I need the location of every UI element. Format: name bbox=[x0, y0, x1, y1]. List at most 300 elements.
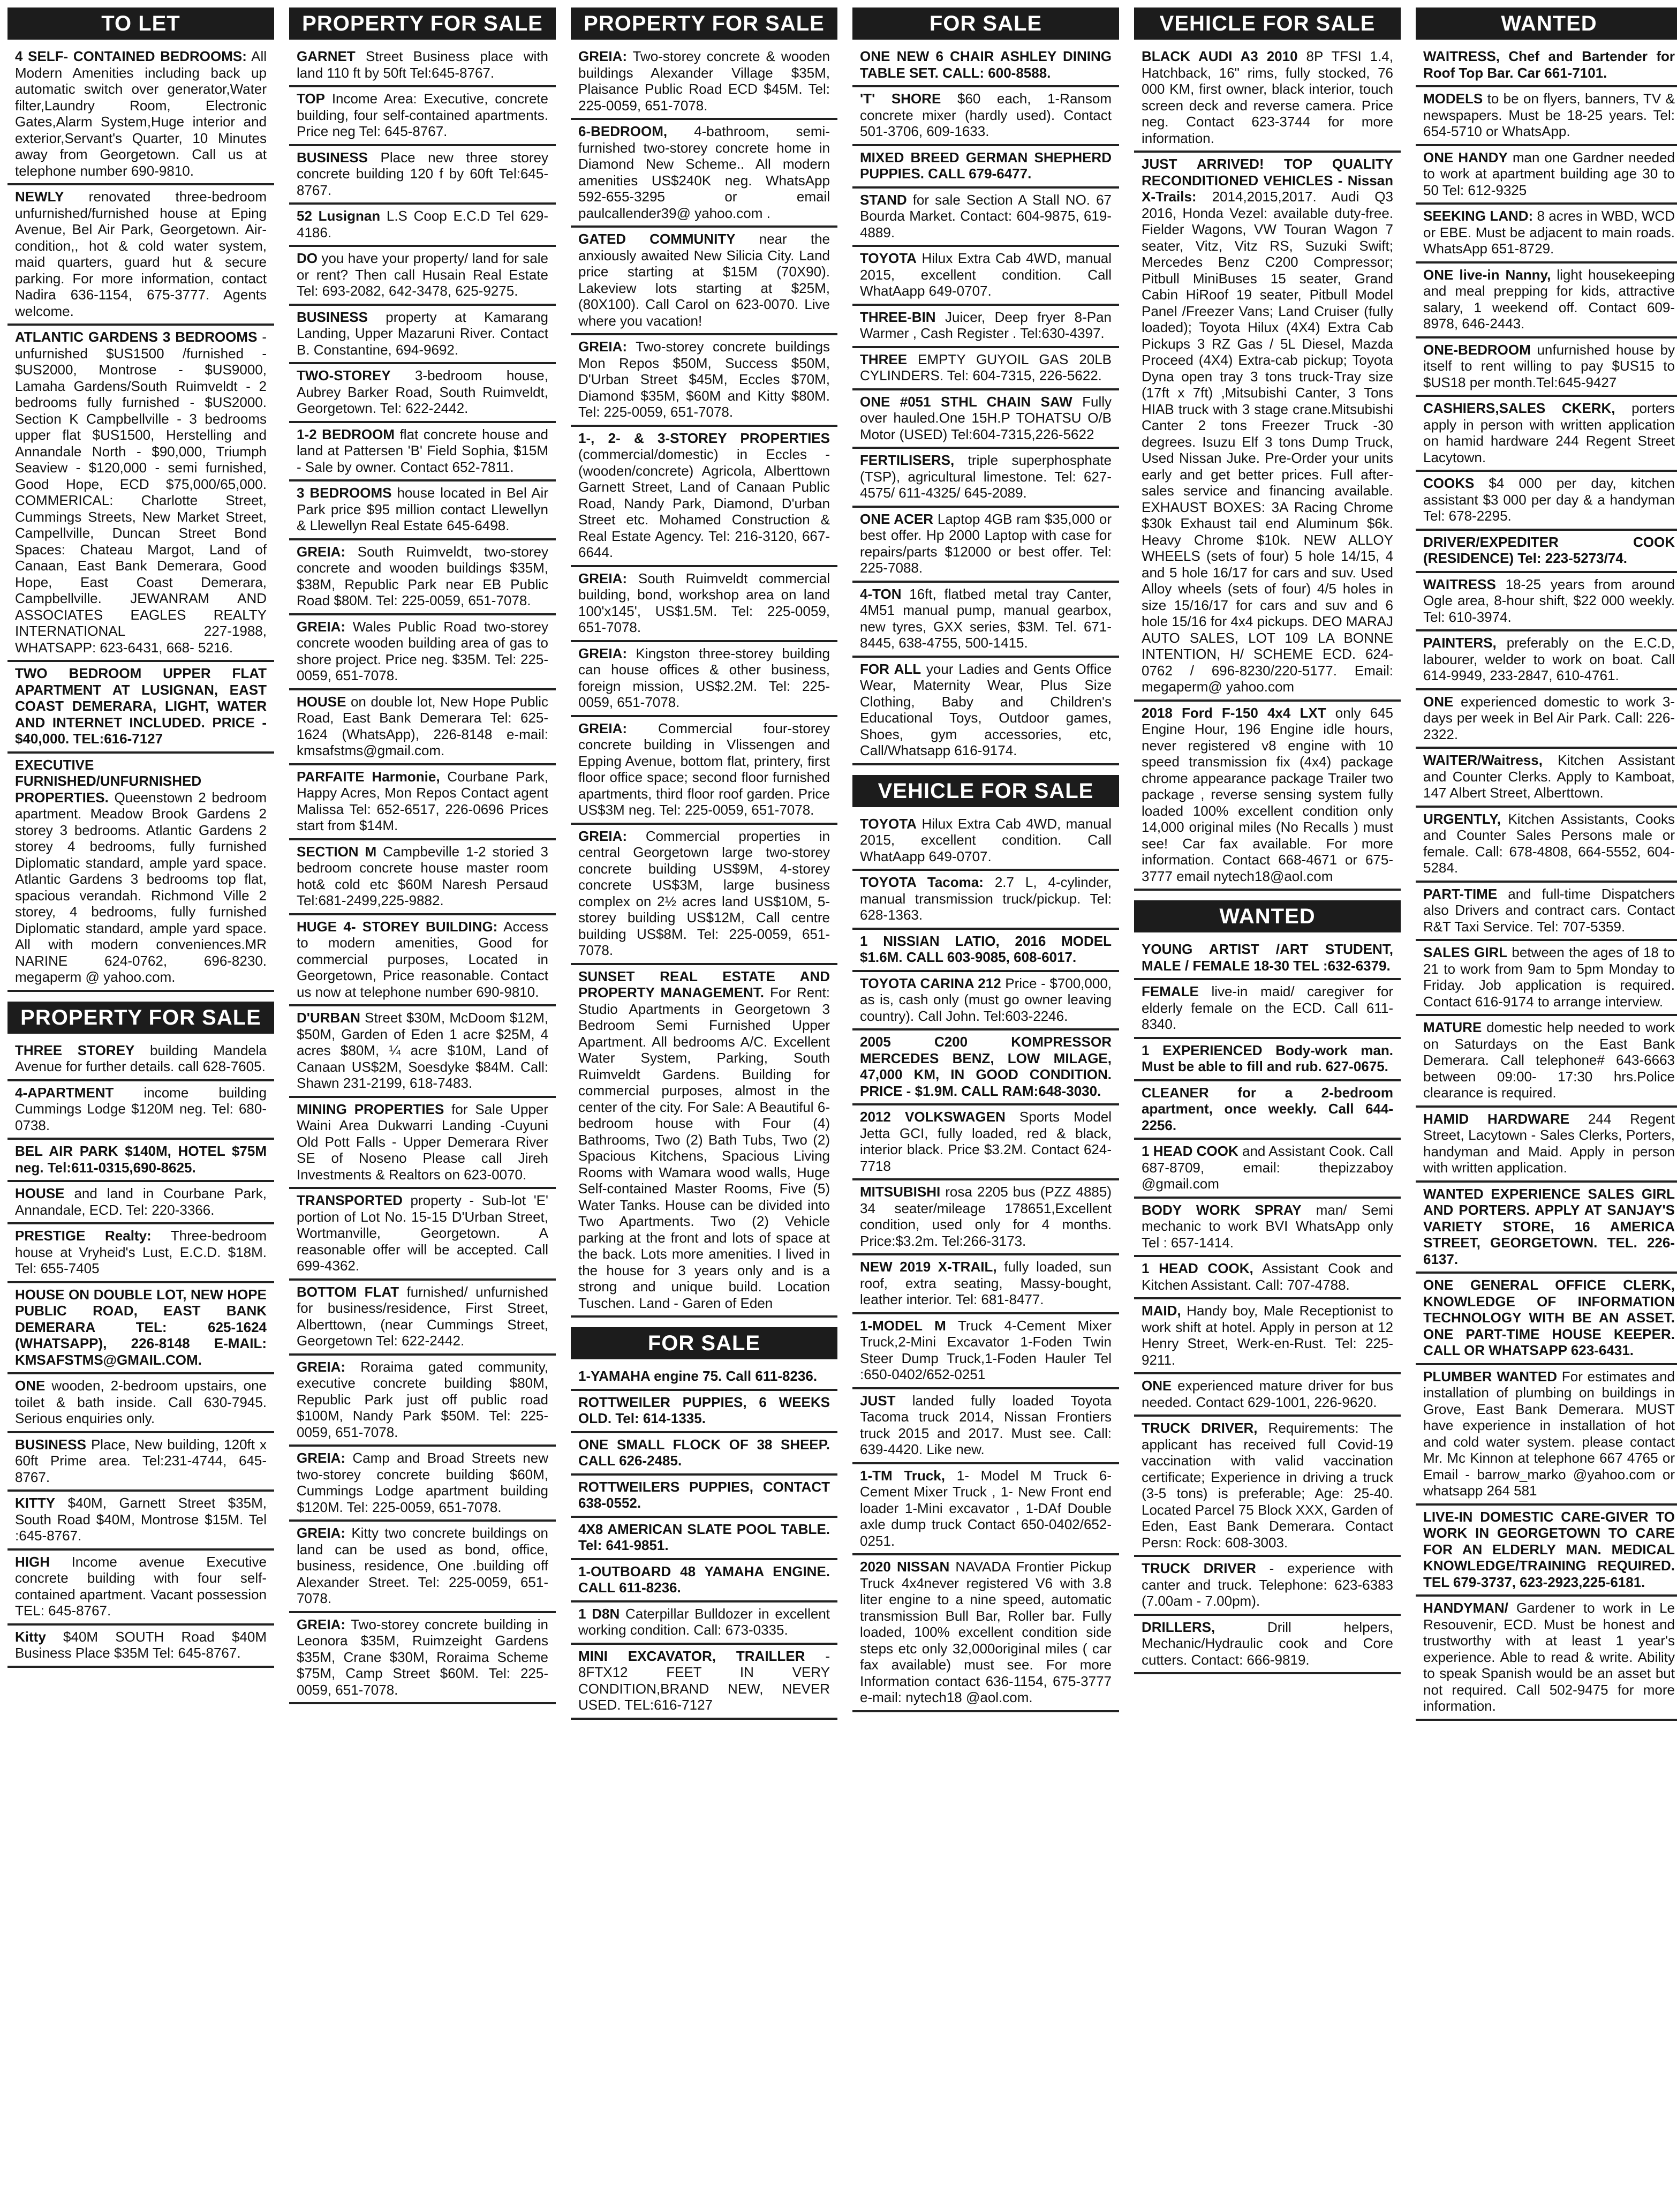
ad-lead: CLEANER for a 2-bedroom apartment, once weekly. Call 644-2256. bbox=[1142, 1084, 1393, 1133]
ad-lead: NEWLY bbox=[15, 189, 64, 205]
column-1 bbox=[7, 7, 274, 2203]
ad-lead: FERTILISERS, bbox=[860, 452, 955, 468]
classified-ad bbox=[7, 662, 274, 754]
ad-lead: 4-TON bbox=[860, 585, 902, 602]
ad-body: for sale Section A Stall NO. 67 Bourda Market. Contact: 604-9875, 619-4889. bbox=[860, 191, 1112, 240]
ad-body: for Sale Upper Waini Area Dukwarri Landing -Cuyuni Old Pott Falls - Upper Demerara River SE of Noseno Please call Jireh Investments & Realtors on 623-0070. bbox=[297, 1101, 548, 1183]
classified-ad bbox=[289, 481, 556, 540]
classified-ad bbox=[289, 87, 556, 146]
classified-ad bbox=[1416, 573, 1677, 632]
ad-lead: WANTED EXPERIENCE SALES GIRL AND PORTERS. APPLY AT SANJAY'S VARIETY STORE, 16 AMERICA STREET, GEORGETOWN. TEL. 226-6137. bbox=[1423, 1185, 1675, 1267]
ad-body: Three-bedroom house at Vryheid's Lust, E.C.D. $18M. Tel: 655-7405 bbox=[15, 1228, 267, 1276]
classified-ad bbox=[7, 1492, 274, 1551]
ad-lead: 1-YAMAHA engine 75. Call 611-8236. bbox=[578, 1368, 818, 1384]
ad-lead: 2012 VOLKSWAGEN bbox=[860, 1109, 1006, 1125]
classified-ad bbox=[1134, 1081, 1401, 1140]
column-4 bbox=[852, 7, 1119, 2203]
ad-lead: 4-APARTMENT bbox=[15, 1084, 114, 1101]
ad-lead: SECTION M bbox=[297, 843, 377, 860]
classified-ad bbox=[852, 1030, 1119, 1105]
ad-lead: THREE STOREY bbox=[15, 1042, 135, 1058]
ad-body: 3-bedroom house, Aubrey Barker Road, South Ruimveldt, Georgetown. Tel: 622-2442. bbox=[297, 367, 548, 416]
ad-lead: HOUSE bbox=[15, 1185, 65, 1201]
ad-lead: BEL AIR PARK $140M, HOTEL $75M neg. Tel:611-0315,690-8625. bbox=[15, 1143, 267, 1176]
ad-body: man one Gardner needed to work at apartment building age 30 to 50 Tel: 612-9325 bbox=[1423, 149, 1675, 198]
ad-lead: SALES GIRL bbox=[1423, 944, 1508, 960]
ad-lead: HOUSE ON DOUBLE LOT, NEW HOPE PUBLIC ROAD, EAST BANK DEMERARA TEL: 625-1624 (WHATSAPP), 226-8148 E-MAIL: KMSAFSTMS@GMAIL.COM. bbox=[15, 1286, 267, 1368]
ad-lead: DO bbox=[297, 250, 318, 266]
classified-ad bbox=[7, 1626, 274, 1668]
classified-ad bbox=[7, 754, 274, 992]
ad-lead: GARNET bbox=[297, 48, 356, 64]
ad-body: near the anxiously awaited New Silicia City. Land price starting at $15M (70X90). Lakeview lots starting at $25M, (80X100). Call Carol on 623-0070. Live where you vacation! bbox=[578, 231, 830, 329]
ad-lead: ONE SMALL FLOCK OF 38 SHEEP. CALL 626-2485. bbox=[578, 1436, 830, 1469]
ad-lead: TOYOTA bbox=[860, 250, 917, 266]
ad-body: landed fully loaded Toyota Tacoma truck 2014, Nissan Frontiers truck 2015 and 2017. Must see. Call: 639-4420. Like new. bbox=[860, 1392, 1112, 1457]
ad-lead: 4 SELF- CONTAINED BEDROOMS: bbox=[15, 48, 247, 64]
ad-lead: 1-MODEL M bbox=[860, 1317, 946, 1334]
classified-ad bbox=[852, 508, 1119, 583]
ad-lead: 1 EXPERIENCED Body-work man. Must be able to fill and rub. 627-0675. bbox=[1142, 1042, 1393, 1074]
classified-ad bbox=[571, 1602, 837, 1645]
ad-lead: ONE ACER bbox=[860, 510, 933, 527]
section-header: PROPERTY FOR SALE bbox=[289, 7, 556, 40]
ad-lead: PRESTIGE Realty: bbox=[15, 1228, 152, 1244]
classified-ad bbox=[852, 1180, 1119, 1255]
ad-body: Assistant Cook and Kitchen Assistant. Call: 707-4788. bbox=[1142, 1260, 1393, 1293]
ad-body: renovated three-bedroom unfurnished/furnished house at Eping Avenue, Bel Air Park, Georgetown. Air-condition,, hot & cold water system, maid quarters, guard hut & secure parking. For more information, contact Nadira 636-1154, 675-3777. Agents welcome. bbox=[15, 189, 267, 319]
column-6 bbox=[1416, 7, 1677, 2203]
ad-body: 8P TFSI 1.4, Hatchback, 16" rims, fully stocked, 76 000 KM, first owner, black interior, touch screen deck and reverse camera. Price neg. Contact 623-3744 for more information. bbox=[1142, 48, 1393, 146]
classified-ad bbox=[571, 642, 837, 717]
ad-lead: HAMID HARDWARE bbox=[1423, 1110, 1570, 1127]
ad-lead: GREIA: bbox=[297, 1616, 345, 1632]
ad-lead: BUSINESS bbox=[297, 309, 368, 325]
ad-lead: GREIA: bbox=[578, 645, 627, 661]
classified-ad bbox=[852, 390, 1119, 449]
ad-lead: 1 HEAD COOK bbox=[1142, 1143, 1238, 1159]
ad-body: Price - $700,000, as is, cash only (must go owner leaving country). Call John. Tel:603-2246. bbox=[860, 975, 1112, 1024]
ad-body: All Modern Amenities including back up automatic switch over generator,Water filter,Laundry Room, Electronic Gates,Alarm System,Huge interior and exterior,Servant's Quarter, 10 Minutes away from Georgetown. Call us at telephone number 690-9810. bbox=[15, 48, 267, 179]
classified-ad bbox=[289, 146, 556, 205]
ad-body: (commercial/domestic) in Eccles - (wooden/concrete) Agricola, Alberttown Garnett Street, Land of Canaan Public Road, Nandy Park, Diamond, D'urban Street etc. Mohamed Construction & Real Estate Agency. Tel: 216-3120, 667-6644. bbox=[578, 446, 830, 560]
ad-lead: EXECUTIVE FURNISHED/UNFURNISHED PROPERTIES. bbox=[15, 756, 202, 806]
classified-ad bbox=[1134, 1257, 1401, 1299]
ad-lead: GREIA: bbox=[578, 338, 627, 355]
section-header: FOR SALE bbox=[852, 7, 1119, 40]
ad-lead: 1-TM Truck, bbox=[860, 1467, 945, 1484]
ad-lead: URGENTLY, bbox=[1423, 810, 1501, 827]
classified-ad bbox=[289, 1189, 556, 1281]
classified-ad bbox=[289, 765, 556, 840]
section-header: WANTED bbox=[1134, 900, 1401, 932]
ad-body: 244 Regent Street, Lacytown - Sales Clerks, Porters, handyman and Maid. Apply in person with written application. bbox=[1423, 1110, 1675, 1176]
classified-ad bbox=[852, 1105, 1119, 1180]
ad-body: and full-time Dispatchers also Drivers and contract cars. Contact R&T Taxi Service. Tel: 707-5359. bbox=[1423, 885, 1675, 935]
classified-ad bbox=[571, 335, 837, 427]
ad-body: flat concrete house and land at Pattersen 'B' Field Sophia, $15M - Sale by owner. Contact 652-7811. bbox=[297, 426, 549, 475]
classified-ad bbox=[1416, 397, 1677, 472]
ad-lead: Kitty bbox=[15, 1628, 46, 1645]
ad-lead: HIGH bbox=[15, 1553, 50, 1570]
ad-body: For estimates and installation of plumbing on buildings in Grove, East Bank Demerara. MUST have experience in installation of hot and cold water system. please contact Mr. Mc Kinnon at telephone 667 4765 or Email - barrow_marko @yahoo.com or whatsapp 264 581 bbox=[1423, 1368, 1675, 1499]
classified-ad bbox=[852, 348, 1119, 390]
ad-lead: TOP bbox=[297, 91, 325, 107]
ad-lead: KITTY bbox=[15, 1495, 56, 1511]
classified-ad bbox=[571, 1476, 837, 1518]
ad-body: Two-storey concrete building in Leonora $35M, Ruimzeight Gardens $35M, Crane $30M, Roraima Scheme $75M, Camp Street $60M. Tel: 225-0059, 651-7078. bbox=[297, 1616, 548, 1698]
classified-ad bbox=[289, 1447, 556, 1522]
classified-ad bbox=[852, 871, 1119, 930]
ad-lead: GREIA: bbox=[297, 1358, 345, 1375]
ad-lead: BOTTOM FLAT bbox=[297, 1283, 399, 1300]
classified-ad bbox=[571, 45, 837, 120]
ad-lead: HUGE 4- STOREY BUILDING: bbox=[297, 918, 498, 935]
ad-body: Commercial four-storey concrete building in Vlissengen and Epping Avenue, bottom flat, printery, first floor office space; second floor furnished apartments, third floor roof garden. Price US$3M neg. Tel: 225-0059, 651-7078. bbox=[578, 720, 830, 818]
classified-ad bbox=[1416, 808, 1677, 883]
classified-ad bbox=[289, 1281, 556, 1356]
ad-lead: THREE bbox=[860, 351, 908, 367]
ad-lead: TRUCK DRIVER, bbox=[1142, 1420, 1258, 1436]
ad-body: property - Sub-lot 'E' portion of Lot No. 15-15 D'Urban Street, Wortmanville, Georgetown. A reasonable offer will be accepted. Call 699-4362. bbox=[297, 1192, 548, 1274]
classified-ad bbox=[1134, 1374, 1401, 1417]
classified-ad bbox=[571, 1433, 837, 1476]
ad-lead: ONE GENERAL OFFICE CLERK, KNOWLEDGE OF INFORMATION TECHNOLOGY WITH BE AN ASSET. ONE PART-TIME HOUSE KEEPER. CALL OR WHATSAPP 623-6431. bbox=[1423, 1277, 1675, 1358]
ad-lead: ONE HANDY bbox=[1423, 149, 1508, 165]
section-header: VEHICLE FOR SALE bbox=[852, 775, 1119, 807]
ad-body: man/ Semi mechanic to work BVI WhatsApp only Tel : 657-1414. bbox=[1142, 1201, 1393, 1251]
classified-ad bbox=[289, 1098, 556, 1190]
ad-lead: PAINTERS, bbox=[1423, 635, 1497, 651]
classified-ad bbox=[571, 1518, 837, 1560]
section-header: TO LET bbox=[7, 7, 274, 40]
ad-lead: YOUNG ARTIST /ART STUDENT, MALE / FEMALE 18-30 TEL :632-6379. bbox=[1142, 941, 1393, 974]
classified-ad bbox=[571, 1560, 837, 1602]
ad-body: Drill helpers, Mechanic/Hydraulic cook and Core cutters. Contact: 666-9819. bbox=[1142, 1619, 1393, 1668]
classified-ad bbox=[1134, 1417, 1401, 1557]
classified-ad bbox=[289, 615, 556, 690]
ad-body: 8 acres in WBD, WCD or EBE. Must be adjacent to main roads. WhatsApp 651-8729. bbox=[1423, 208, 1675, 257]
ad-body: porters apply in person with written application on hamid hardware 244 Regent Street Lacytown. bbox=[1423, 400, 1675, 465]
classified-ad bbox=[1134, 1299, 1401, 1374]
ad-body: Kitchen Assistants, Cooks and Counter Sales Persons male or female. Call: 678-4808, 664-5552, 604-5284. bbox=[1423, 810, 1675, 876]
ad-lead: GREIA: bbox=[578, 570, 627, 586]
ad-body: Income Area: Executive, concrete building, four self-contained apartments. Price neg Tel: 645-8767. bbox=[297, 91, 548, 139]
classified-ad bbox=[289, 364, 556, 423]
classified-ad bbox=[1416, 1274, 1677, 1365]
ad-body: Hilux Extra Cab 4WD, manual 2015, excellent condition. Call WhatAapp 649-0707. bbox=[860, 250, 1112, 299]
ad-body: Two-storey concrete buildings Mon Repos $50M, Success $50M, D'Urban Street $45M, Eccles $70M, Diamond $35M, $60M and Kitty $80M. Tel: 225-0059, 651-7078. bbox=[578, 338, 830, 420]
ad-lead: GREIA: bbox=[578, 48, 627, 64]
ad-lead: GREIA: bbox=[297, 543, 345, 560]
ad-lead: DRIVER/EXPEDITER COOK (RESIDENCE) Tel: 223-5273/74. bbox=[1423, 533, 1675, 566]
classified-ad bbox=[1416, 87, 1677, 146]
ad-body: NAVADA Frontier Pickup Truck 4x4never registered V6 with 3.8 liter engine to a nine speed, automatic transmission Bull Bar, Roller bar. Fully loaded, 100% excellent condition side steps etc only 32,000original miles ( car fax available) must see. For more Information contact 636-1154, 675-3777 e-mail: nytech18 @aol.com. bbox=[860, 1559, 1112, 1705]
ad-lead: 1-2 BEDROOM bbox=[297, 426, 395, 442]
ad-body: South Ruimveldt commercial building, bond, workshop area on land 100'x145', US$1.5M. Tel: 225-0059, 651-7078. bbox=[578, 570, 830, 635]
column-2 bbox=[289, 7, 556, 2203]
ad-lead: 4X8 AMERICAN SLATE POOL TABLE. Tel: 641-9851. bbox=[578, 1521, 830, 1553]
ad-lead: TOYOTA CARINA 212 bbox=[860, 975, 1001, 991]
classified-ad bbox=[7, 1140, 274, 1182]
classified-ad bbox=[1134, 1140, 1401, 1199]
ad-lead: NEW 2019 X-TRAIL, bbox=[860, 1259, 997, 1275]
classified-ad bbox=[571, 120, 837, 228]
classified-ad bbox=[852, 1555, 1119, 1712]
classified-ad bbox=[852, 306, 1119, 348]
classified-ad bbox=[1416, 264, 1677, 338]
classified-ad bbox=[1416, 472, 1677, 531]
ad-lead: MATURE bbox=[1423, 1019, 1482, 1035]
ad-body: domestic help needed to work on Saturdays on the East Bank Demerara. Call telephone# 643-6663 between 09:00- 17:30 hrs.Police clearance is required. bbox=[1423, 1019, 1675, 1101]
classified-ad bbox=[852, 146, 1119, 189]
classified-ad bbox=[571, 965, 837, 1318]
ad-lead: 3 BEDROOMS bbox=[297, 485, 392, 501]
ad-body: and land in Courbane Park, Annandale, ECD. Tel: 220-3366. bbox=[15, 1185, 267, 1218]
classified-ad bbox=[7, 1374, 274, 1433]
ad-body: $4 000 per day, kitchen assistant $3 000 per day & a handyman Tel: 678-2295. bbox=[1423, 475, 1675, 524]
ad-lead: CASHIERS,SALES CKERK, bbox=[1423, 400, 1615, 416]
ad-body: For Rent: Studio Apartments in Georgetown 3 Bedroom Semi Furnished Upper Apartment. All bedrooms A/C. Excellent Water System, Parking, South Ruimveldt Gardens. Building for commercial purposes, almost in the center of the city. For Sale: A Beautiful 6-bedroom house with Four (4) Bathrooms, Two (2) Bath Tubs, Two (2) Spacious Kitchens, Spacious Living Rooms with Wamara wood walls, Huge Self-contained Master Rooms, Five (5) Water Tanks. House can be divided into Two Apartments. Two (2) Vehicle parking at the front and lots of space at the back. Lots more amenities. I lived in the house for 3 years only and is a strong and unique build. Location Tuschen. Land - Garen of Eden bbox=[578, 984, 830, 1311]
ad-lead: GREIA: bbox=[578, 720, 627, 736]
ad-lead: GATED COMMUNITY bbox=[578, 231, 736, 247]
classified-ad bbox=[852, 87, 1119, 146]
ad-body: light housekeeping and meal prepping for kids, attractive salary, 1 weekend off. Contact 609-8978, 646-2443. bbox=[1423, 266, 1675, 332]
classified-ad bbox=[1134, 153, 1401, 702]
classified-ad bbox=[7, 45, 274, 185]
classified-ad bbox=[852, 1255, 1119, 1314]
ad-body: Kitty two concrete buildings on land can be used as bond, office, business, residence, One .building off Alexander Street. Tel: 225-0059, 651-7078. bbox=[297, 1525, 548, 1606]
ad-lead: SEEKING LAND: bbox=[1423, 208, 1534, 224]
classified-ad bbox=[1416, 205, 1677, 264]
ad-body: property at Kamarang Landing, Upper Mazaruni River. Contact B. Constantine, 694-9692. bbox=[297, 309, 548, 358]
ad-lead: WAITER/Waitress, bbox=[1423, 752, 1543, 768]
classified-ad bbox=[571, 717, 837, 825]
ad-body: only 645 Engine Hour, 196 Engine idle hours, never registered v8 engine with 10 speed transmission fix (4x4) package chrome appearance package Trailer two package , reverse sensing system fully loaded 100% excellent condition only 14,000 original miles (No Recalls ) must see! Car fax available. For more information. Contact 668-4671 or 675-3777 email nytech18@aol.com bbox=[1142, 704, 1394, 884]
classified-ad bbox=[289, 247, 556, 306]
classified-ad bbox=[1416, 631, 1677, 690]
classified-ad bbox=[7, 185, 274, 326]
classified-ad bbox=[7, 1182, 274, 1224]
ad-lead: MITSUBISHI bbox=[860, 1184, 941, 1200]
ad-lead: BLACK AUDI A3 2010 bbox=[1142, 48, 1298, 64]
classified-ad bbox=[289, 540, 556, 615]
ad-lead: 6-BEDROOM, bbox=[578, 123, 668, 139]
ad-lead: PLUMBER WANTED bbox=[1423, 1368, 1557, 1385]
classified-ad bbox=[852, 247, 1119, 306]
ad-lead: FOR ALL bbox=[860, 660, 921, 677]
ad-body: Sports Model Jetta GCI, fully loaded, red & black, interior black. Price $3.2M. Contact 624-7718 bbox=[860, 1109, 1112, 1174]
ad-body: unfurnished house by itself to rent willing to pay $US15 to $US18 per month.Tel:645-9427 bbox=[1423, 341, 1675, 390]
ad-body: between the ages of 18 to 21 to work from 9am to 5pm Monday to Friday. Job application is required. Contact 616-9174 to arrange interview. bbox=[1423, 944, 1675, 1010]
ad-body: 18-25 years from around Ogle area, 8-hour shift, $22 000 weekly. Tel: 610-3974. bbox=[1423, 576, 1675, 625]
section-header: PROPERTY FOR SALE bbox=[7, 1002, 274, 1034]
classified-ad bbox=[1416, 1365, 1677, 1506]
ad-body: Access to modern amenities, Good for commercial purposes, Located in Georgetown, Price reasonable. Contact us now at telephone number 690-9810. bbox=[297, 918, 548, 1000]
ad-lead: 1 D8N bbox=[578, 1605, 620, 1622]
ad-body: Laptop 4GB ram $35,000 or best offer. Hp 2000 Laptop with case for repairs/parts $12000 or best offer. Tel: 225-7088. bbox=[860, 510, 1112, 576]
classified-ad bbox=[289, 306, 556, 365]
classified-ad bbox=[852, 812, 1119, 871]
ad-lead: ONE-BEDROOM bbox=[1423, 341, 1531, 358]
classified-ad bbox=[1416, 1183, 1677, 1274]
classified-ad bbox=[571, 228, 837, 335]
classified-ad bbox=[1134, 980, 1401, 1039]
ad-lead: ONE bbox=[1423, 693, 1454, 710]
ad-lead: DRILLERS, bbox=[1142, 1619, 1215, 1635]
ad-lead: BODY WORK SPRAY bbox=[1142, 1201, 1302, 1218]
ad-lead: 1-OUTBOARD 48 YAMAHA ENGINE. CALL 611-8236. bbox=[578, 1563, 830, 1596]
ad-body: Fully over hauled.One 15H.P TOHATSU O/B Motor (USED) Tel:604-7315,226-5622 bbox=[860, 393, 1112, 442]
classified-ad bbox=[1416, 338, 1677, 397]
ad-lead: ROTTWEILER PUPPIES, 6 WEEKS OLD. Tel: 614-1335. bbox=[578, 1394, 830, 1426]
classified-ad bbox=[571, 1645, 837, 1720]
classified-ad bbox=[289, 1522, 556, 1613]
ad-lead: LIVE-IN DOMESTIC CARE-GIVER TO WORK IN GEORGETOWN TO CARE FOR AN ELDERLY MAN. MEDICAL KNOWLEDGE/TRAINING REQUIRED. TEL 679-3737, 623-2923,225-6181. bbox=[1423, 1508, 1675, 1590]
classified-ad bbox=[852, 658, 1119, 765]
ad-lead: 2018 Ford F-150 4x4 LXT bbox=[1142, 704, 1326, 721]
classified-ad bbox=[289, 915, 556, 1007]
ad-lead: ONE NEW 6 CHAIR ASHLEY DINING TABLE SET. CALL: 600-8588. bbox=[860, 48, 1112, 81]
ad-body: $60 each, 1-Ransom concrete mixer (hardly used). Contact 501-3706, 609-1633. bbox=[860, 91, 1112, 139]
ad-body: preferably on the E.C.D, labourer, welder to work on boat. Call 614-9949, 233-2847, 610-4761. bbox=[1423, 635, 1675, 683]
classified-ad bbox=[1416, 1016, 1677, 1108]
classified-ad bbox=[1416, 1506, 1677, 1597]
ad-lead: 2005 C200 KOMPRESSOR MERCEDES BENZ, LOW MILAGE, 47,000 KM, IN GOOD CONDITION. PRICE - $1.9M. CALL RAM:648-3030. bbox=[860, 1034, 1112, 1099]
ad-lead: TRUCK DRIVER bbox=[1142, 1560, 1256, 1576]
ad-lead: BUSINESS bbox=[297, 149, 368, 165]
classified-ad bbox=[1134, 45, 1401, 153]
ad-body: Wales Public Road two-storey concrete wooden building area of gas to shore project. Price neg. $35M. Tel: 225-0059, 651-7078. bbox=[297, 618, 548, 683]
ad-lead: TOYOTA Tacoma: bbox=[860, 874, 984, 890]
ad-body: 2014,2015,2017. Audi Q3 2016, Honda Vezel: available duty-free. Fielder Wagons, VW Touran Wagon 7 seater, Vitz, Vitz RS, Suzuki Swift; Mercedes Benz C200 Compressor; Pitbull MiniBuses 15 seater, Grand Cabin HiRoof 19 seater, Pitbull Model Panel /Freezer Vans; Land Cruiser (fully loaded); Toyota Hilux (4X4) Extra Cab Pickups 3 RZ Gas / 5L Diesel, Mazda Proceed (4X4) Extra-cab pickup; Toyota Dyna open tray 3 tons truck-Tray size (17ft x 7ft) ,Mitsubishi Canter, 3 Tons HIAB truck with 3 stage crane.Mitsubishi Canter 2 tons Freezer Truck -30 degrees. Isuzu Elf 3 tons Dump Truck, Used Nissan Juke. Pre-Order your units early and get better prices. Full after-sales service and financing available. EXHAUST BOXES: 3A Racing Chrome $30k Exhaust tail end Aluminum $6k. Heavy Chrome $10k. NEW ALLOY WHEELS (sets of four) 5 hole 14/15, 4 and 5 hole 16/17 for cars and suv. Used Alloy wheels (sets of four) 4/5 holes in size 15/16/17 for cars and suv and 6 hole 15/16 for 4x4 pickups. DEO MARAJ AUTO SALES, LOT 109 LA BONNE INTENTION, H/ SCHEME ECD. 624-0762 / 696-8230/220-5177. Email: megaperm@ yahoo.com bbox=[1142, 189, 1393, 695]
ad-lead: ONE live-in Nanny, bbox=[1423, 266, 1551, 283]
classified-ad bbox=[1416, 690, 1677, 749]
ad-lead: GREIA: bbox=[297, 1525, 345, 1541]
ad-body: to be on flyers, banners, TV & newspapers. Must be 18-25 years. Tel: 654-5710 or WhatsApp. bbox=[1423, 91, 1675, 139]
ad-body: Commercial properties in central Georgetown large two-storey concrete building US$9M, 4-storey concrete US$3M, large business complex on 2½ acres land US$10M, 5-storey building US$12M, Call centre building US$8M. Tel: 225-0059, 651-7078. bbox=[578, 827, 830, 958]
ad-lead: ATLANTIC GARDENS 3 BEDROOMS bbox=[15, 329, 258, 345]
ad-body: wooden, 2-bedroom upstairs, one toilet & bath inside. Call 630-7945. Serious enquiries only. bbox=[15, 1378, 267, 1426]
ad-body: building Mandela Avenue for further details. call 628-7605. bbox=[15, 1042, 267, 1074]
classified-ad bbox=[7, 326, 274, 662]
classified-ad bbox=[1416, 531, 1677, 573]
classified-ad bbox=[571, 567, 837, 642]
classified-ad bbox=[1416, 146, 1677, 205]
classified-ad bbox=[852, 972, 1119, 1031]
ad-body: $40M SOUTH Road $40M Business Place $35M Tel: 645-8767. bbox=[15, 1628, 267, 1661]
ad-body: L.S Coop E.C.D Tel 629-4186. bbox=[297, 208, 548, 240]
ad-lead: JUST bbox=[860, 1392, 896, 1409]
classified-ad bbox=[289, 45, 556, 87]
section-header: FOR SALE bbox=[571, 1327, 837, 1359]
ad-body: Courbane Park, Happy Acres, Mon Repos Contact agent Malissa Tel: 652-6517, 226-0696 Prices start from $14M. bbox=[297, 768, 548, 833]
ad-body: EMPTY GUYOIL GAS 20LB CYLINDERS. Tel: 604-7315, 226-5622. bbox=[860, 351, 1112, 383]
classified-ad bbox=[289, 1356, 556, 1447]
ad-lead: MIXED BREED GERMAN SHEPHERD PUPPIES. CALL 679-6477. bbox=[860, 149, 1112, 182]
classified-ad bbox=[289, 840, 556, 915]
classified-ad bbox=[1416, 749, 1677, 808]
classified-ad bbox=[1134, 1557, 1401, 1616]
ad-body: Income avenue Executive concrete building with four self-contained apartment. Vacant possession TEL: 645-8767. bbox=[15, 1553, 267, 1619]
classified-ad bbox=[1134, 1199, 1401, 1258]
ad-body: Two-storey concrete & wooden buildings Alexander Village $35M, Plaisance Public Road ECD $45M. Tel: 225-0059, 651-7078. bbox=[578, 48, 830, 114]
classified-ad bbox=[1134, 702, 1401, 891]
ad-body: Handy boy, Male Receptionist to work shift at hotel. Apply in person at 12 Henry Street, Werk-en-Rust. Tel: 225-9211. bbox=[1142, 1303, 1393, 1368]
ad-lead: TOYOTA bbox=[860, 815, 917, 832]
classified-ad bbox=[289, 1006, 556, 1098]
ad-body: Street Business place with land 110 ft by 50ft Tel:645-8767. bbox=[297, 48, 548, 81]
ad-lead: FEMALE bbox=[1142, 983, 1199, 999]
ad-lead: WAITRESS bbox=[1423, 576, 1496, 592]
classified-ad bbox=[1134, 1616, 1401, 1675]
ad-body: - 8FTX12 FEET IN VERY CONDITION,BRAND NEW, NEVER USED. TEL:616-7127 bbox=[578, 1647, 830, 1713]
ad-lead: ROTTWEILERS PUPPIES, CONTACT 638-0552. bbox=[578, 1478, 830, 1511]
ad-lead: ONE bbox=[1142, 1378, 1172, 1394]
ad-lead: MAID, bbox=[1142, 1303, 1181, 1319]
ad-body: rosa 2205 bus (PZZ 4885) 34 seater/mileage 178651,Excellent condition, used only for 4 months. Price:$3.2m. Tel:266-3173. bbox=[860, 1184, 1112, 1249]
classified-ad bbox=[289, 423, 556, 482]
ad-lead: MINI EXCAVATOR, TRAILLER bbox=[578, 1647, 805, 1664]
classified-ad bbox=[571, 427, 837, 567]
ad-body: Kitchen Assistant and Counter Clerks. Apply to Kamboat, 147 Albert Street, Alberttown. bbox=[1423, 752, 1675, 801]
ad-lead: 'T' SHORE bbox=[860, 91, 941, 107]
ad-lead: JUST ARRIVED! TOP QUALITY RECONDITIONED VEHICLES - Nissan X-Trails: bbox=[1142, 156, 1393, 205]
ad-body: Camp and Broad Streets new two-storey concrete building $60M, Cummings Lodge apartment building $120M. Tel: 225-0059, 651-7078. bbox=[297, 1450, 548, 1515]
ad-lead: BUSINESS bbox=[15, 1436, 86, 1453]
ad-body: experienced domestic to work 3-days per week in Bel Air Park. Call: 226-2322. bbox=[1423, 693, 1675, 742]
ad-body: Roraima gated community, executive concrete building $80M, Republic Park just off public road $100M, Nandy Park $50M. Tel: 225-0059, 651-7078. bbox=[297, 1358, 548, 1440]
ad-body: Juicer, Deep fryer 8-Pan Warmer , Cash Register . Tel:630-4397. bbox=[860, 309, 1112, 341]
ad-lead: STAND bbox=[860, 191, 907, 208]
ad-lead: 1 NISSIAN LATIO, 2016 MODEL $1.6M. CALL 603-9085, 608-6017. bbox=[860, 932, 1112, 965]
ad-body: 2.7 L, 4-cylinder, manual transmission truck/pickup. Tel: 628-1363. bbox=[860, 874, 1112, 923]
ad-lead: GREIA: bbox=[297, 618, 345, 635]
ad-lead: TWO-STOREY bbox=[297, 367, 391, 383]
classified-ad bbox=[852, 1389, 1119, 1464]
classified-ad bbox=[1416, 941, 1677, 1016]
classified-ad bbox=[1134, 1039, 1401, 1081]
ad-body: 4-bathroom, semi-furnished two-storey concrete home in Diamond New Scheme.. All modern amenities US$240K neg. WhatsApp 592-655-3295 or email paulcallender39@ yahoo.com . bbox=[578, 123, 830, 221]
classified-ad bbox=[7, 1081, 274, 1140]
ad-body: on double lot, New Hope Public Road, East Bank Demerara Tel: 625-1624 (WhatsApp), 226-8148 e-mail: kmsafstms@gmail.com. bbox=[297, 693, 548, 758]
ad-lead: WAITRESS, Chef and Bartender for Roof Top Bar. Car 661-7101. bbox=[1423, 48, 1675, 81]
ad-lead: PARFAITE Harmonie, bbox=[297, 768, 440, 785]
ad-body: Queenstown 2 bedroom apartment. Meadow Brook Gardens 2 storey 3 bedrooms. Atlantic Gardens 2 storey 4 bedrooms, fully furnished Diplomatic standard, ample yard space. Atlantic Gardens 3 bedrooms top flat, spacious verandah. Richmond Ville 2 storey, 4 bedrooms, fully furnished Diplomatic standard, ample yard space. All with modern conveniences.MR NARINE 624-0762, 696-8230. megaperm @ yahoo.com. bbox=[15, 789, 267, 985]
classified-ad bbox=[852, 45, 1119, 87]
ad-body: you have your property/ land for sale or rent? Then call Husain Real Estate Tel: 693-2082, 642-3478, 625-9275. bbox=[297, 250, 548, 299]
ad-body: $40M, Garnett Street $35M, South Road $40M, Montrose $15M. Tel :645-8767. bbox=[15, 1495, 267, 1544]
ad-body: and Assistant Cook. Call 687-8709, email: thepizzaboy @gmail.com bbox=[1142, 1143, 1393, 1192]
section-header: WANTED bbox=[1416, 7, 1677, 40]
ad-lead: HOUSE bbox=[297, 693, 346, 710]
ad-lead: PART-TIME bbox=[1423, 885, 1498, 902]
classified-ad bbox=[852, 449, 1119, 508]
classified-ad bbox=[7, 1551, 274, 1626]
ad-lead: 52 Lusignan bbox=[297, 208, 381, 224]
classified-ad bbox=[852, 583, 1119, 658]
ad-lead: MODELS bbox=[1423, 91, 1483, 107]
ad-body: live-in maid/ caregiver for elderly female on the ECD. Call 611-8340. bbox=[1142, 983, 1393, 1032]
ad-body: triple superphosphate (TSP), agricultural limestone. Tel: 627-4575/ 611-4325/ 645-2089. bbox=[860, 452, 1112, 501]
ad-lead: TWO BEDROOM UPPER FLAT APARTMENT AT LUSIGNAN, EAST COAST DEMERARA, LIGHT, WATER AND INTERNET INCLUDED. PRICE - $40,000. TEL:616-7127 bbox=[15, 665, 267, 747]
ad-lead: GREIA: bbox=[297, 1450, 345, 1466]
ad-lead: GREIA: bbox=[578, 827, 627, 844]
classified-ad bbox=[7, 1039, 274, 1081]
classified-ad bbox=[289, 1613, 556, 1705]
classified-ad bbox=[1416, 1108, 1677, 1183]
ad-body: Street $30M, McDoom $12M, $50M, Garden of Eden 1 acre $25M, 4 acres $80M, ¼ acre $10M, Land of Canaan US$2M, Soesdyke $84M. Call: Shawn 231-2199, 618-7483. bbox=[297, 1010, 548, 1091]
